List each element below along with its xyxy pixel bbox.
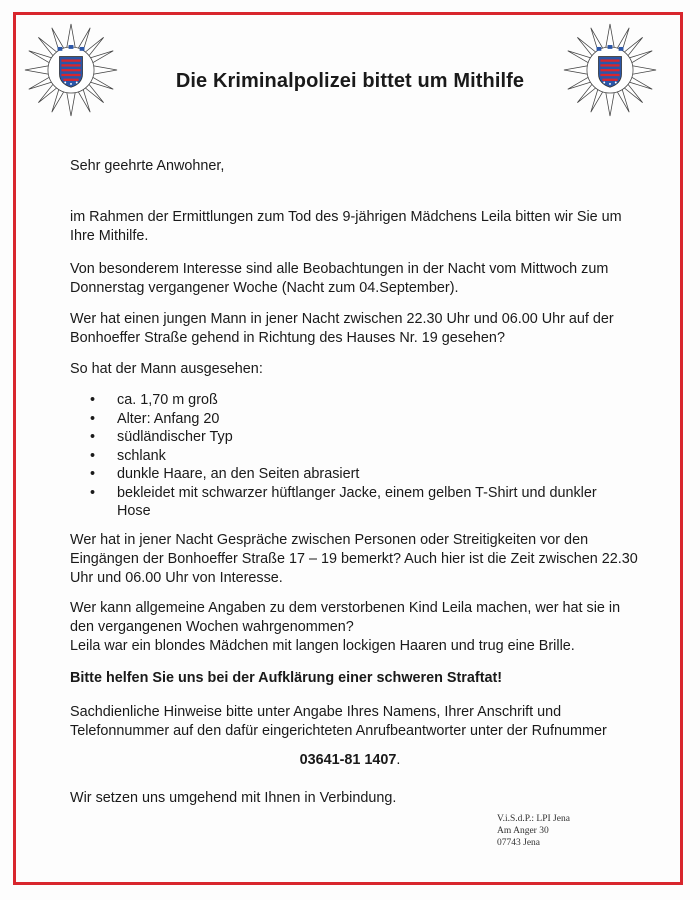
imprint-line: 07743 Jena bbox=[497, 838, 541, 848]
list-item: • schlank bbox=[90, 447, 630, 466]
imprint-line: Am Anger 30 bbox=[497, 826, 549, 836]
paragraph-instructions: Sachdienliche Hinweise bitte unter Angabe Ihres Namens, Ihrer Anschrift und Telefonnummer auf den dafür eingerichteten Anrufbeantworter unter der Rufnummer bbox=[70, 704, 607, 739]
list-item: • dunkle Haare, an den Seiten abrasiert bbox=[90, 465, 630, 484]
paragraph-question-conversations: Wer hat in jener Nacht Gespräche zwischen Personen oder Streitigkeiten vor den Eingängen der Bonhoeffer Straße 17 – 19 bemerkt? Auch hier ist die Zeit zwischen 22.30 Uhr und 06.00 Uhr von Interesse. bbox=[70, 532, 638, 586]
paragraph-child-description: Leila war ein blondes Mädchen mit langen lockigen Haaren und trug eine Brille. bbox=[70, 638, 575, 654]
paragraph-intro: im Rahmen der Ermittlungen zum Tod des 9-jährigen Mädchens Leila bitten wir Sie um Ihre Mithilfe. bbox=[70, 209, 622, 244]
list-item: • südländischer Typ bbox=[90, 428, 630, 447]
list-item: • Alter: Anfang 20 bbox=[90, 410, 630, 429]
salutation: Sehr geehrte Anwohner, bbox=[70, 158, 225, 174]
phone-suffix: . bbox=[396, 752, 401, 768]
imprint-footer bbox=[497, 813, 570, 849]
appeal-heading: Bitte helfen Sie uns bei der Aufklärung einer schweren Straftat! bbox=[70, 670, 503, 686]
paragraph-question-child: Wer kann allgemeine Angaben zu dem verstorbenen Kind Leila machen, wer hat sie in den vergangenen Wochen wahrgenommen? bbox=[70, 600, 621, 635]
list-item: • ca. 1,70 m groß bbox=[90, 391, 630, 410]
paragraph-interest: Von besonderem Interesse sind alle Beobachtungen in der Nacht vom Mittwoch zum Donnerstag vergangener Woche (Nacht zum 04.September). bbox=[70, 261, 609, 296]
police-star-emblem-icon bbox=[23, 22, 119, 118]
paragraph-description-intro: So hat der Mann ausgesehen: bbox=[70, 361, 263, 377]
description-list bbox=[90, 391, 630, 521]
phone-number: 03641-81 1407 bbox=[299, 752, 397, 768]
paragraph-question-man: Wer hat einen jungen Mann in jener Nacht zwischen 22.30 Uhr und 06.00 Uhr auf der Bonhoeffer Straße gehend in Richtung des Hauses Nr. 19 gesehen? bbox=[70, 311, 614, 346]
imprint-line: V.i.S.d.P.: LPI Jena bbox=[497, 814, 570, 824]
list-item: • bekleidet mit schwarzer hüftlanger Jacke, einem gelben T-Shirt und dunkler Hose bbox=[90, 484, 630, 521]
page-title: Die Kriminalpolizei bittet um Mithilfe bbox=[175, 70, 525, 92]
phone-line bbox=[0, 752, 700, 768]
paragraph-closing: Wir setzen uns umgehend mit Ihnen in Verbindung. bbox=[70, 790, 397, 806]
